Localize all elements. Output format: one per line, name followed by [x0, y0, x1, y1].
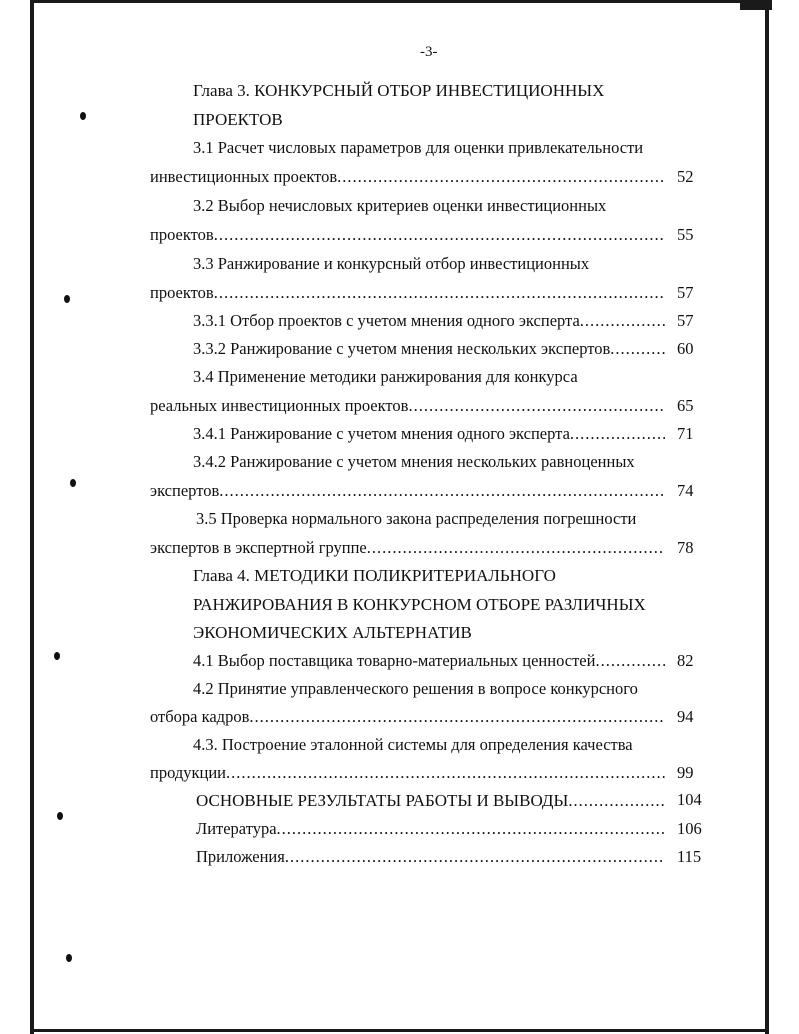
toc-item-4-3-title: 4.3. Построение эталонной системы для определения качества: [193, 735, 633, 754]
dot-leader: [226, 765, 665, 782]
dot-leader: [285, 849, 665, 866]
toc-item-3-3-leader-row: [150, 285, 665, 302]
dot-leader: [580, 313, 665, 330]
dot-leader: [408, 398, 665, 415]
toc-item-3-2-title: 3.2 Выбор нечисловых критериев оценки инвестиционных: [193, 196, 607, 215]
scan-border-bottom: [30, 1029, 769, 1032]
toc-item-3-4-1-row: [193, 426, 665, 443]
toc-item-3-3-title: 3.3 Ранжирование и конкурсный отбор инвестиционных: [193, 254, 590, 273]
toc-item-3-5-continuation: экспертов в экспертной группе: [150, 538, 367, 557]
toc-literature-title: Литература: [196, 819, 277, 838]
toc-item-4-2-title: 4.2 Принятие управленческого решения в вопросе конкурсного: [193, 679, 638, 698]
chapter-4-title-line1: Глава 4. МЕТОДИКИ ПОЛИКРИТЕРИАЛЬНОГО: [193, 566, 556, 585]
toc-item-3-3-1-title: 3.3.1 Отбор проектов с учетом мнения одного эксперта: [193, 311, 580, 330]
toc-item-3-1-title: 3.1 Расчет числовых параметров для оценки привлекательности: [193, 138, 644, 157]
toc-item-3-2-page: 55: [677, 225, 694, 244]
chapter-3-title-line1: Глава 3. КОНКУРСНЫЙ ОТБОР ИНВЕСТИЦИОННЫХ: [193, 81, 605, 100]
scan-border-top: [30, 0, 769, 3]
toc-results-row: [196, 792, 665, 810]
chapter-3-title-line2: ПРОЕКТОВ: [193, 110, 283, 129]
toc-item-3-4-2-leader-row: [150, 483, 665, 500]
toc-literature-page: 106: [677, 819, 702, 838]
toc-item-4-2-continuation: отбора кадров: [150, 707, 250, 726]
chapter-4-title-line3: ЭКОНОМИЧЕСКИХ АЛЬТЕРНАТИВ: [193, 623, 472, 642]
toc-literature-row: [196, 821, 665, 838]
toc-appendices-row: [196, 849, 665, 866]
binding-hole-mark: [57, 812, 63, 820]
scan-border-left: [30, 0, 34, 1034]
binding-hole-mark: [66, 954, 72, 962]
toc-item-3-3-1-row: [193, 313, 665, 330]
toc-item-3-1-leader-row: [150, 169, 665, 186]
toc-item-3-4-2-title: 3.4.2 Ранжирование с учетом мнения нескольких равноценных: [193, 452, 635, 471]
toc-item-3-3-page: 57: [677, 283, 694, 302]
dot-leader: [214, 227, 665, 244]
dot-leader: [568, 793, 665, 810]
toc-item-3-3-2-title: 3.3.2 Ранжирование с учетом мнения нескольких экспертов: [193, 339, 611, 358]
toc-item-3-5-leader-row: [150, 540, 665, 557]
dot-leader: [337, 169, 665, 186]
toc-results-page: 104: [677, 790, 702, 809]
toc-item-4-1-row: [193, 653, 665, 670]
toc-item-4-3-page: 99: [677, 763, 694, 782]
toc-item-3-4-leader-row: [150, 398, 665, 415]
toc-item-3-1-page: 52: [677, 167, 694, 186]
toc-item-3-3-2-page: 60: [677, 339, 694, 358]
toc-item-3-2-leader-row: [150, 227, 665, 244]
dot-leader: [595, 653, 665, 670]
binding-hole-mark: [70, 479, 76, 487]
scan-border-right: [765, 0, 769, 1034]
toc-item-4-2-leader-row: [150, 709, 665, 726]
toc-item-4-2-page: 94: [677, 707, 694, 726]
toc-item-4-1-title: 4.1 Выбор поставщика товарно-материальных ценностей: [193, 651, 596, 670]
chapter-4-title-line2: РАНЖИРОВАНИЯ В КОНКУРСНОМ ОТБОРЕ РАЗЛИЧНЫХ: [193, 595, 646, 614]
toc-item-4-1-page: 82: [677, 651, 694, 670]
toc-item-3-4-2-continuation: экспертов: [150, 481, 220, 500]
toc-item-4-3-continuation: продукции: [150, 763, 227, 782]
toc-item-3-1-continuation: инвестиционных проектов: [150, 167, 338, 186]
toc-item-3-4-page: 65: [677, 396, 694, 415]
toc-item-4-3-leader-row: [150, 765, 665, 782]
page-number: -3-: [420, 44, 438, 60]
binding-hole-mark: [64, 295, 70, 303]
dot-leader: [249, 709, 665, 726]
dot-leader: [219, 483, 665, 500]
toc-item-3-4-1-title: 3.4.1 Ранжирование с учетом мнения одного эксперта: [193, 424, 570, 443]
toc-item-3-2-continuation: проектов: [150, 225, 214, 244]
dot-leader: [277, 821, 665, 838]
toc-appendices-page: 115: [677, 847, 702, 866]
dot-leader: [214, 285, 665, 302]
binding-hole-mark: [80, 112, 86, 120]
toc-item-3-5-title: 3.5 Проверка нормального закона распределения погрешности: [196, 509, 637, 528]
toc-item-3-3-continuation: проектов: [150, 283, 214, 302]
toc-item-3-3-2-row: [193, 341, 665, 358]
toc-item-3-4-title: 3.4 Применение методики ранжирования для конкурса: [193, 367, 578, 386]
binding-hole-mark: [54, 652, 60, 660]
dot-leader: [610, 341, 665, 358]
dot-leader: [570, 426, 665, 443]
scan-corner-mark: [740, 0, 772, 10]
toc-item-3-5-page: 78: [677, 538, 694, 557]
toc-item-3-4-1-page: 71: [677, 424, 694, 443]
toc-appendices-title: Приложения: [196, 847, 285, 866]
toc-item-3-3-1-page: 57: [677, 311, 694, 330]
dot-leader: [367, 540, 665, 557]
toc-item-3-4-continuation: реальных инвестиционных проектов: [150, 396, 409, 415]
toc-results-title: ОСНОВНЫЕ РЕЗУЛЬТАТЫ РАБОТЫ И ВЫВОДЫ: [196, 791, 569, 810]
toc-item-3-4-2-page: 74: [677, 481, 694, 500]
